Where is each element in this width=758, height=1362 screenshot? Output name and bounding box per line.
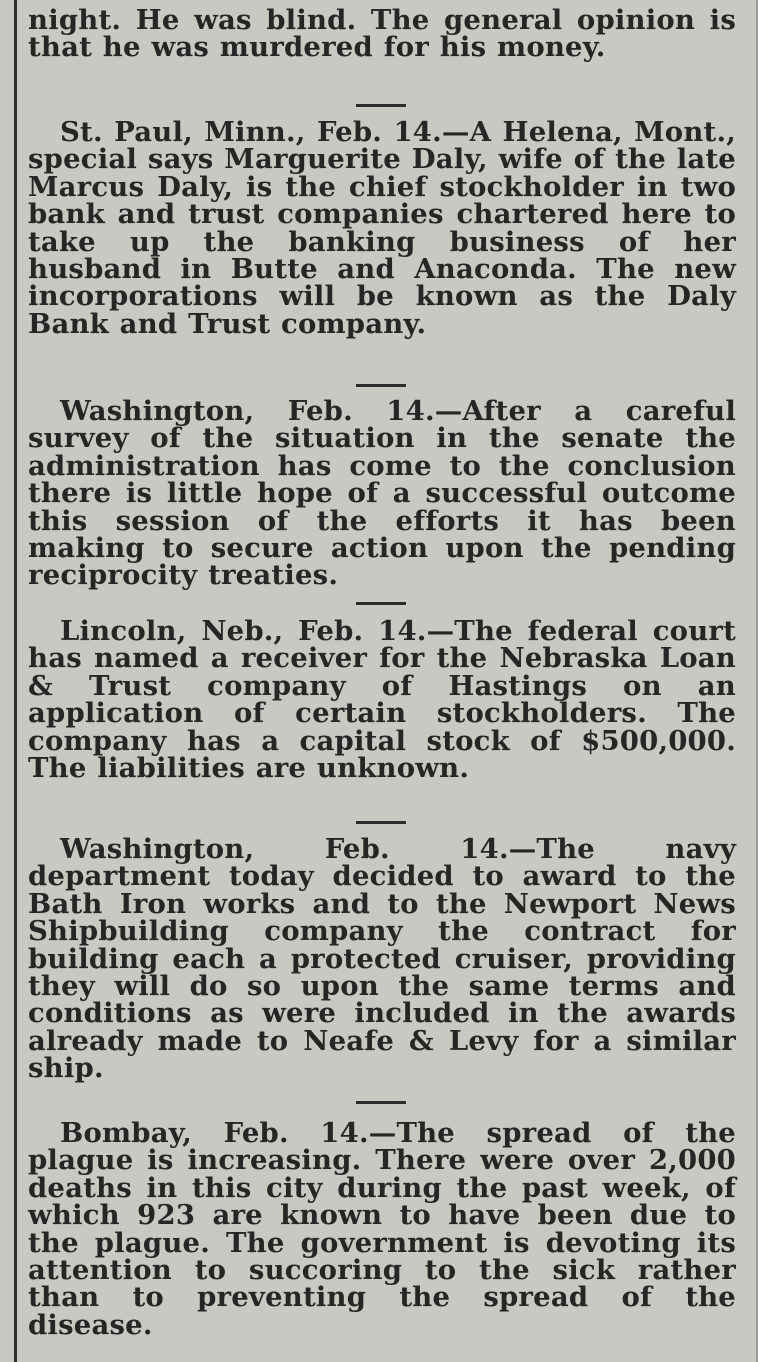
article-bombay: Bombay, Feb. 14.—The spread of the plague is increasing. There were over 2,000 deaths in this city during the past week, of which 923 are known to have been due to the plague. The government is devoting its attention to succoring to the sick rather than to preventing the spread of the disease. [28, 1117, 736, 1341]
article-lincoln: Lincoln, Neb., Feb. 14.—The federal court has named a receiver for the Nebraska Loan & Trust company of Hastings on an application of certain stockholders. The company has a capital stock of $500,000. The liabilities are unknown. [28, 615, 736, 785]
article-continuation: night. He was blind. The general opinion is that he was murdered for his money. [28, 4, 736, 64]
article-washington-navy: Washington, Feb. 14.—The navy department today decided to award to the Bath Iron works and to the Newport News Shipbuilding company the contract for building each a protected cruiser, providing they will do so upon the same terms and conditions as were included in the awards already made to Neafe & Levy for a similar ship. [28, 833, 736, 1085]
article-separator [356, 384, 406, 387]
article-separator [356, 1101, 406, 1104]
column-rule-left [14, 0, 17, 1362]
article-separator [356, 104, 406, 107]
article-separator [356, 602, 406, 605]
article-st-paul: St. Paul, Minn., Feb. 14.—A Helena, Mont., special says Marguerite Daly, wife of the late Marcus Daly, is the chief stockholder in two bank and trust companies chartered here to take up the banking business of her husband in Butte and Anaconda. The new incorporations will be known as the Daly Bank and Trust company. [28, 116, 736, 340]
article-separator [356, 821, 406, 824]
article-washington-reciprocity: Washington, Feb. 14.—After a careful survey of the situation in the senate the administration has come to the conclusion there is little hope of a successful outcome this session of the efforts it has been making to secure action upon the pending reciprocity treaties. [28, 395, 736, 592]
